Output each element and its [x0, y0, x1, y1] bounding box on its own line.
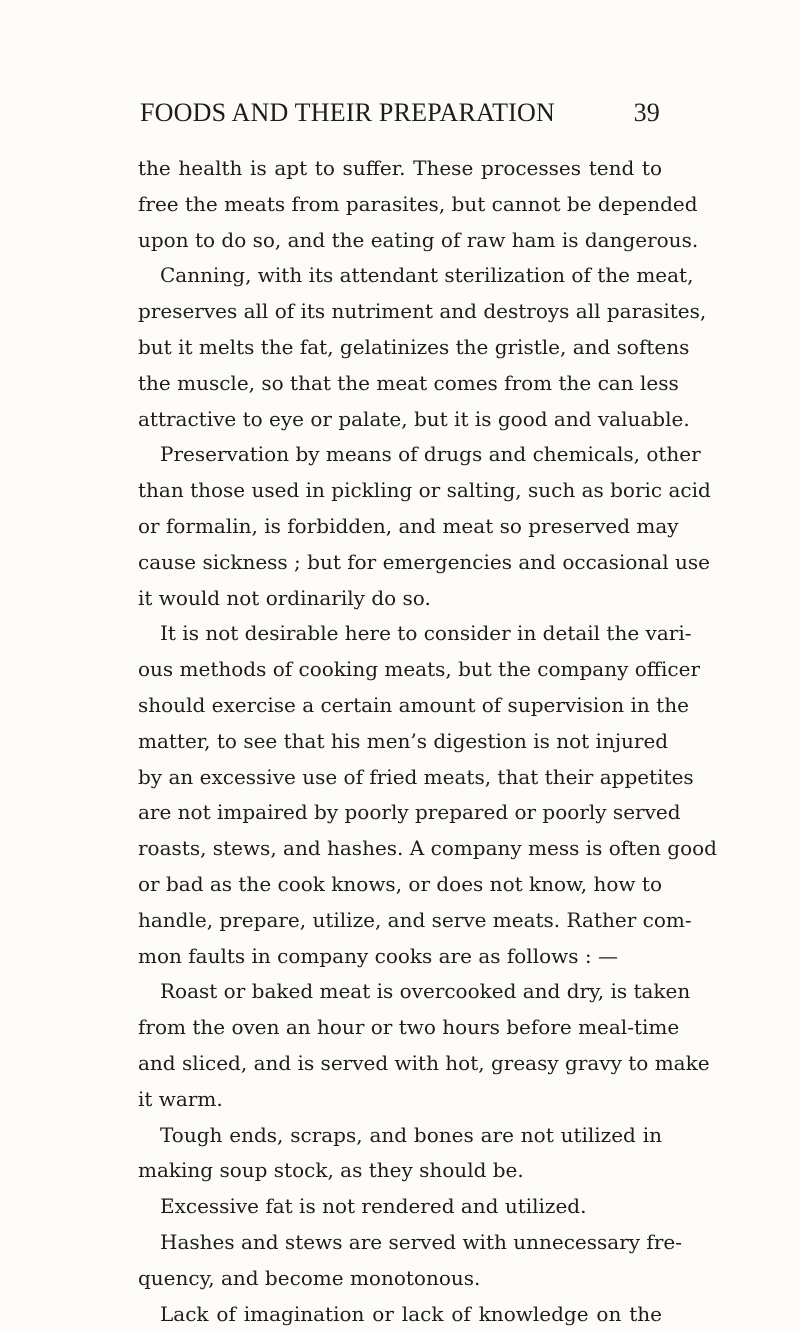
text-line: than those used in pickling or salting, such as boric acid	[138, 473, 662, 509]
text-line: Lack of imagination or lack of knowledge on the	[138, 1297, 662, 1332]
text-line: Preservation by means of drugs and chemicals, other	[138, 437, 662, 473]
text-line: the muscle, so that the meat comes from the can less	[138, 366, 662, 402]
body-text	[138, 151, 662, 1332]
text-line: cause sickness ; but for emergencies and occasional use	[138, 545, 662, 581]
text-line: ous methods of cooking meats, but the company officer	[138, 652, 662, 688]
text-line: or bad as the cook knows, or does not know, how to	[138, 867, 662, 903]
page-number: 39	[634, 98, 660, 128]
text-line: are not impaired by poorly prepared or poorly served	[138, 795, 662, 831]
text-line: free the meats from parasites, but cannot be depended	[138, 187, 662, 223]
text-line: mon faults in company cooks are as follows : —	[138, 939, 662, 975]
text-line: but it melts the fat, gelatinizes the gristle, and softens	[138, 330, 662, 366]
text-line: It is not desirable here to consider in detail the vari-	[138, 616, 662, 652]
text-line: should exercise a certain amount of supervision in the	[138, 688, 662, 724]
text-line: making soup stock, as they should be.	[138, 1153, 662, 1189]
text-line: quency, and become monotonous.	[138, 1261, 662, 1297]
text-line: and sliced, and is served with hot, greasy gravy to make	[138, 1046, 662, 1082]
text-line: Canning, with its attendant sterilization of the meat,	[138, 258, 662, 294]
text-line: Hashes and stews are served with unnecessary fre-	[138, 1225, 662, 1261]
running-title: FOODS AND THEIR PREPARATION	[140, 98, 555, 128]
text-line: Roast or baked meat is overcooked and dry, is taken	[138, 974, 662, 1010]
text-line: preserves all of its nutriment and destroys all parasites,	[138, 294, 662, 330]
text-line: roasts, stews, and hashes. A company mess is often good	[138, 831, 662, 867]
text-line: handle, prepare, utilize, and serve meats. Rather com-	[138, 903, 662, 939]
running-head	[140, 98, 660, 134]
text-line: matter, to see that his men’s digestion is not injured	[138, 724, 662, 760]
text-line: from the oven an hour or two hours before meal-time	[138, 1010, 662, 1046]
text-line: or formalin, is forbidden, and meat so preserved may	[138, 509, 662, 545]
text-line: Excessive fat is not rendered and utilized.	[138, 1189, 662, 1225]
text-line: the health is apt to suffer. These processes tend to	[138, 151, 662, 187]
text-line: by an excessive use of fried meats, that their appetites	[138, 760, 662, 796]
text-line: it would not ordinarily do so.	[138, 581, 662, 617]
text-line: it warm.	[138, 1082, 662, 1118]
text-line: Tough ends, scraps, and bones are not utilized in	[138, 1118, 662, 1154]
text-line: attractive to eye or palate, but it is good and valuable.	[138, 402, 662, 438]
text-line: upon to do so, and the eating of raw ham is dangerous.	[138, 223, 662, 259]
